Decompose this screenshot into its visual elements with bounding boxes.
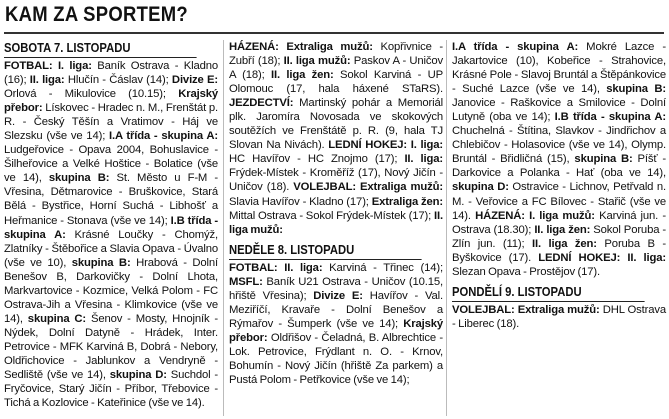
day-heading-sunday: NEDĚLE 8. LISTOPADU: [229, 242, 422, 260]
column-divider: [223, 40, 224, 416]
column-2: [229, 40, 443, 387]
day-heading-monday: PONDĚLÍ 9. LISTOPADU: [452, 284, 645, 302]
day-heading-saturday: SOBOTA 7. LISTOPADU: [4, 40, 197, 58]
schedule-text: VOLEJBAL: Extraliga mužů: DHL Ostrava - Liberec (18).: [452, 303, 666, 330]
schedule-text: I.A třída - skupina A: Mokré Lazce - Jakartovice (10), Kobeřice - Strahovice, Krásné Pole - Slavoj Bruntál a Štěpánkovice - Suché Lazce (vše ve 14), skupina B: Janovice - Raškovice a Smilovice - Dolní Lutyně (oba ve 14); I.B třída - skupina A: Chuchelná - Štítina, Slavkov - Jindřichov a Chlebičov - Holasovice (vše ve 14), Olymp. Bruntál - Břidličná (15), skupina B: Píšť - Darkovice a Polanka - Hať (oba ve 14), skupina D: Ostravice - Lichnov, Petřvald n. M. - Veřovice a FC Bílovec - Stařič (vše ve 14). HÁZENÁ: I. liga mužů: Karviná jun. - Ostrava (18.30); II. liga žen: Sokol Poruba - Zlín jun. (11); II. liga žen: Poruba B - Byškovice (17). LEDNÍ HOKEJ: II. liga: Slezan Opava - Prostějov (17).: [452, 41, 666, 278]
column-3: [452, 40, 666, 331]
column-1: [4, 40, 218, 410]
schedule-text: HÁZENÁ: Extraliga mužů: Kopřivnice - Zubří (18); II. liga mužů: Paskov A - Uničov A (18); II. liga žen: Sokol Karviná - UP Olomouc (17, hala háxené STaRS). JEZDECTVÍ: Martinský pohár a Memoriál plk. Jaromíra Novosada ve skokových soutěžích ve Frenštátě p. R. (9, hala TJ Slovan Na Nivách). LEDNÍ HOKEJ: I. liga: HC Havířov - HC Znojmo (17); II. liga: Frýdek-Místek - Kroměříž (17), Nový Jičín - Uničov (18). VOLEJBAL: Extraliga mužů: Slavia Havířov - Kladno (17); Extraliga žen: Mittal Ostrava - Sokol Frýdek-Místek (17); II. liga mužů:: [229, 41, 444, 236]
title-rule: [4, 32, 664, 34]
column-divider: [446, 40, 447, 416]
article-title: KAM ZA SPORTEM?: [5, 3, 188, 26]
schedule-text: FOTBAL: I. liga: Baník Ostrava - Kladno (16); II. liga: Hlučín - Čáslav (14); Divize E: Orlová - Mikulovice (10.15); Krajský přebor: Lískovec - Hradec n. M., Frenštát p. R. - Český Těšín a Vratimov - Háj ve Slezsku (vše ve 14); I.A třída - skupina A: Ludgeřovice - Opava 2004, Bohuslavice - Šilheřovice a Velké Hoštice - Bolatice (vše ve 14), skupina B: St. Město u F-M - Vřesina, Dětmarovice - Bruškovice, Stará Bělá - Bystřice, Horní Suchá - Libhošť a Heřmanice - Stonava (vše ve 14); I.B třída - skupina A: Krásné Loučky - Chomýž, Zlatníky - Štěbořice a Slavia Opava - Úvalno (vše ve 10), skupina B: Hrabová - Dolní Benešov B, Darkovičky - Dolní Lhota, Markvartovice - Kozmice, Velká Polom - FC Ostrava-Jih a Vřesina - Klimkovice (vše ve 14), skupina C: Šenov - Mosty, Hnojník - Nýdek, Dolní Datyně - Hrádek, Inter. Petrovice - MFK Karviná B, Dobrá - Nebory, Oldřichovice - Jablunkov a Vendryně - Sedliště (vše ve 14), skupina D: Suchdol - Fryčovice, Starý Jičín - Příbor, Třebovice - Tichá a Kozlovice - Kateřinice (vše ve 14).: [4, 60, 219, 410]
schedule-text: FOTBAL: II. liga: Karviná - Třinec (14); MSFL: Baník U21 Ostrava - Uničov (10.15, hřiště Vřesina); Divize E: Havířov - Val. Meziříčí, Kravaře - Dolní Benešov a Rýmařov - Šumperk (vše ve 14); Krajský přebor: Oldřišov - Čeladná, B. Albrechtice - Lok. Petrovice, Frýdlant n. O. - Krnov, Bohumín - Nový Jičín (hřiště Za parkem) a Pustá Polom - Petřkovice (vše ve 14);: [229, 261, 444, 387]
